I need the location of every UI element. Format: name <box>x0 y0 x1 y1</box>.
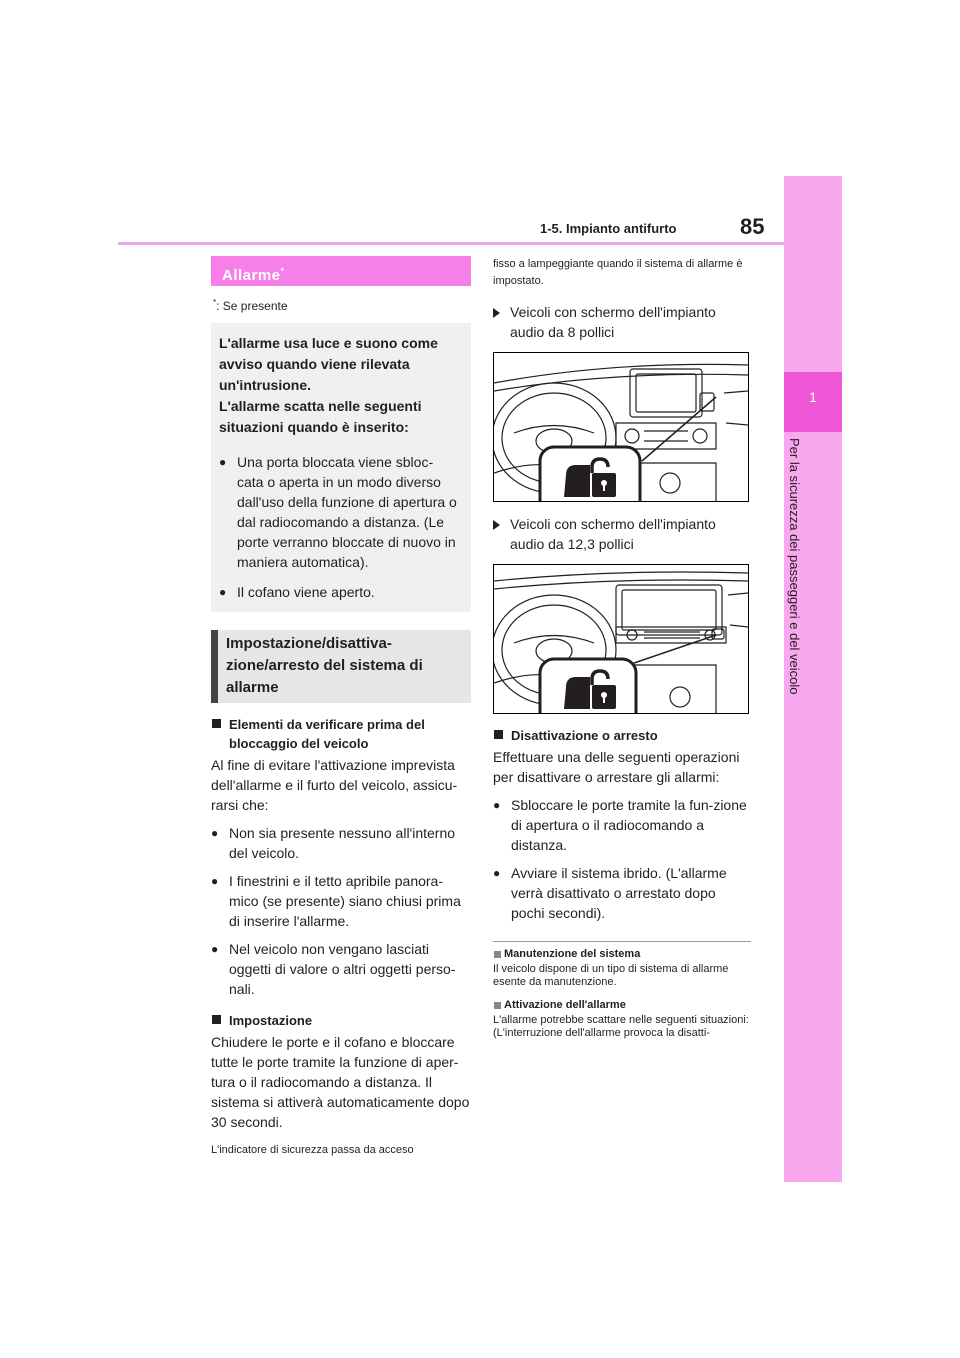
page-number: 85 <box>740 214 765 239</box>
subheading-text: Elementi da verificare prima del bloccaggio del veicolo <box>229 717 425 751</box>
summary-line: situazioni quando è inserito: <box>219 419 409 435</box>
small-paragraph: L'indicatore di sicurezza passa da acceso <box>211 1144 414 1156</box>
note-heading <box>493 999 751 1011</box>
caption-text: Veicoli con schermo dell'impianto audio da 8 pollici <box>510 304 716 340</box>
square-bullet-icon <box>212 1015 221 1024</box>
figure-caption-12in <box>493 514 751 554</box>
triangle-bullet-icon <box>493 520 500 530</box>
note-heading <box>493 948 751 960</box>
summary-bullet: ● Una porta bloccata viene sbloc-cata o aperta in un modo diverso dall'uso della funzione di apertura o dal radiocomando a distanza. (Le porte verranno bloccate di nuovo in maniera automatica). <box>219 452 459 572</box>
note-text: Il veicolo dispone di un tipo di sistema di allarme esente da manutenzione. <box>493 963 729 988</box>
section-title-text: Allarme <box>222 267 281 284</box>
paragraph: Chiudere le porte e il cofano e bloccare tutte le porte tramite la funzione di aper-tura o il radiocomando a distanza. Il sistema si attiverà automaticamente dopo 30 secondi. <box>211 1034 470 1130</box>
summary-line: avviso quando viene rilevata <box>219 356 410 372</box>
note-text: L'allarme potrebbe scattare nelle seguenti situazioni: (L'interruzione dell'allarme provoca la disatti- <box>493 1014 749 1039</box>
subheading-disattivazione <box>493 726 751 745</box>
square-bullet-icon <box>494 1002 501 1009</box>
paragraph: Effettuare una delle seguenti operazioni per disattivare o arrestare gli allarmi: <box>493 749 740 785</box>
summary-box <box>211 323 471 612</box>
chapter-number: 1 <box>809 389 817 405</box>
figure-caption-8in <box>493 302 751 342</box>
square-bullet-icon <box>494 951 501 958</box>
triangle-bullet-icon <box>493 308 500 318</box>
footnote <box>213 298 471 313</box>
section-title-allarme <box>211 256 471 286</box>
subheading-text: Impostazione <box>229 1013 313 1028</box>
square-bullet-icon <box>494 730 503 739</box>
summary-line: L'allarme scatta nelle seguenti <box>219 398 422 414</box>
paragraph: Al fine di evitare l'attivazione imprevista dell'allarme e il furto del veicolo, assicu-rarsi che: <box>211 757 458 813</box>
section-title-impostazione: Impostazione/disattiva-zione/arresto del sistema di allarme <box>211 630 471 703</box>
list-item: ● Nel veicolo non vengano lasciati oggetti di valore o altri oggetti perso-nali. <box>211 939 471 999</box>
summary-bullet: ● Il cofano viene aperto. <box>219 582 459 602</box>
summary-line: un'intrusione. <box>219 377 311 393</box>
continued-text: fisso a lampeggiante quando il sistema di allarme è impostato. <box>493 258 743 287</box>
list-item: ● I finestrini e il tetto apribile panora-mico (se presente) siano chiusi prima di inserire l'allarme. <box>211 871 471 931</box>
right-column <box>493 256 751 1040</box>
header-rule <box>118 242 784 245</box>
notes-divider <box>493 941 751 942</box>
list-item: ● Avviare il sistema ibrido. (L'allarme verrà disattivato o arrestato dopo pochi secondi). <box>493 863 751 923</box>
subheading-impostazione <box>211 1011 471 1030</box>
section-title-mark: * <box>280 266 285 276</box>
dashboard-figure-12in <box>493 564 749 714</box>
caption-text: Veicoli con schermo dell'impianto audio da 12,3 pollici <box>510 516 716 552</box>
note-heading-text: Manutenzione del sistema <box>504 948 641 960</box>
square-bullet-icon <box>212 719 221 728</box>
note-heading-text: Attivazione dell'allarme <box>504 999 626 1011</box>
list-item: ● Non sia presente nessuno all'interno del veicolo. <box>211 823 471 863</box>
left-column <box>211 256 471 1159</box>
running-head: 1-5. Impianto antifurto <box>540 221 677 236</box>
dashboard-figure-8in <box>493 352 749 502</box>
footnote-mark: * <box>213 298 217 307</box>
summary-line: L'allarme usa luce e suono come <box>219 335 438 351</box>
chapter-title: Per la sicurezza dei passeggeri e del veicolo <box>787 438 802 695</box>
footnote-text: : Se presente <box>216 299 288 313</box>
list-item: ● Sbloccare le porte tramite la fun-zione di apertura o il radiocomando a distanza. <box>493 795 751 855</box>
subheading-elementi <box>211 715 471 753</box>
subheading-text: Disattivazione o arresto <box>511 728 658 743</box>
